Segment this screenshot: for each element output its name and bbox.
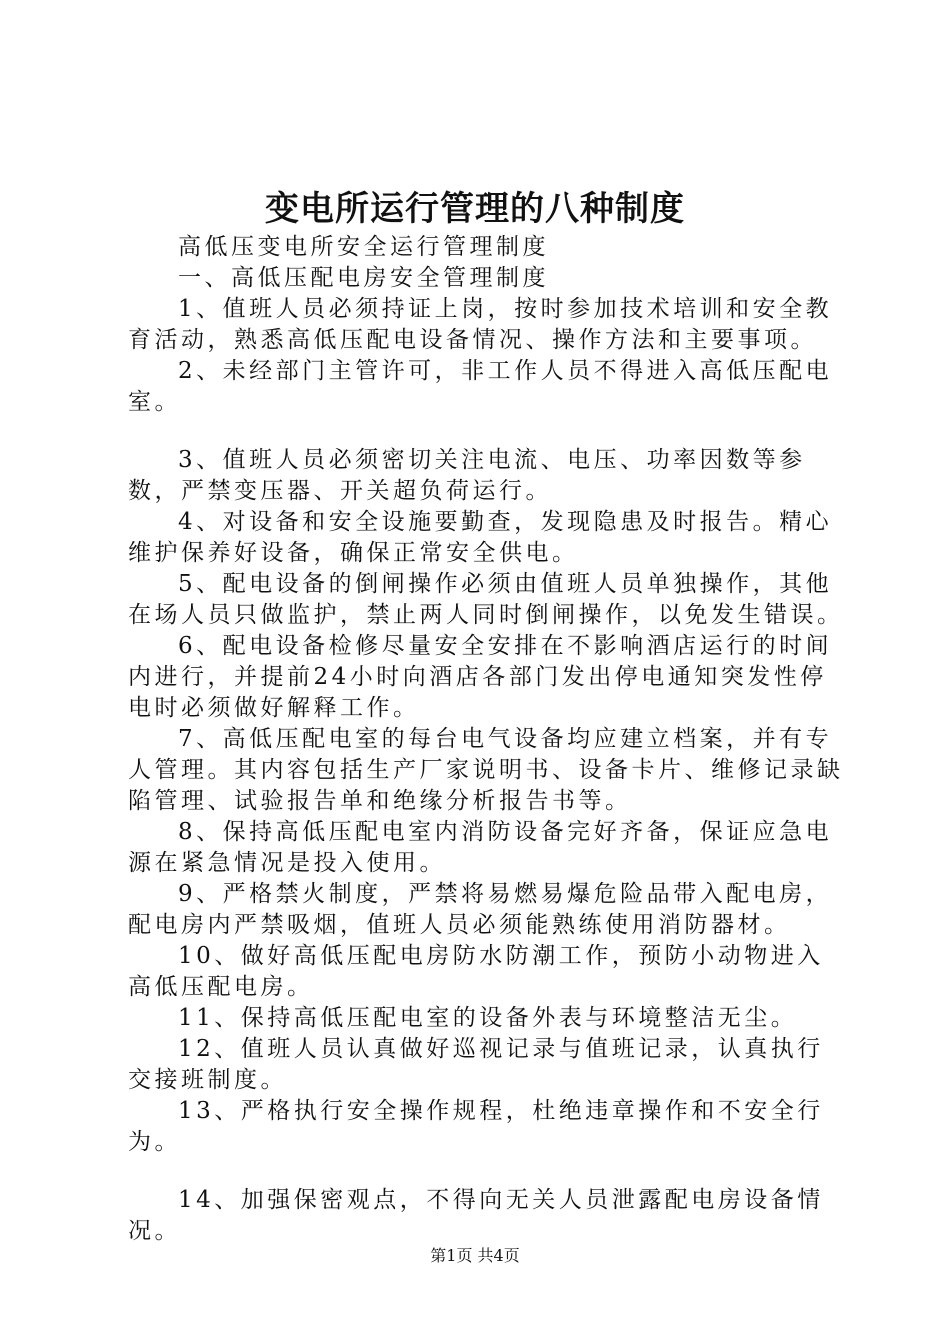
rule-item-14: 14、加强保密观点，不得向无关人员泄露配电房设备情况。 (128, 1187, 824, 1244)
paragraph-gap (128, 418, 848, 445)
rule-item-1: 1、值班人员必须持证上岗，按时参加技术培训和安全教育活动，熟悉高低压配电设备情况、操作方法和主要事项。 (128, 296, 833, 353)
rule-item-5: 5、配电设备的倒闸操作必须由值班人员单独操作，其他在场人员只做监护，禁止两人同时倒闸操作，以免发生错误。 (128, 571, 844, 628)
rule-item-3: 3、值班人员必须密切关注电流、电压、功率因数等参数，严禁变压器、开关超负荷运行。 (128, 447, 806, 504)
document-body (128, 232, 848, 1247)
rule-item-4: 4、对设备和安全设施要勤查，发现隐患及时报告。精心维护保养好设备，确保正常安全供电。 (128, 509, 833, 566)
paragraph-gap (128, 1158, 848, 1185)
page-number: 第1页 共4页 (430, 1246, 520, 1265)
rule-item-10: 10、做好高低压配电房防水防潮工作，预防小动物进入高低压配电房。 (128, 943, 824, 1000)
subtitle: 高低压变电所安全运行管理制度 (178, 234, 549, 260)
rule-item-11: 11、保持高低压配电室的设备外表与环境整洁无尘。 (178, 1005, 798, 1031)
rule-item-12: 12、值班人员认真做好巡视记录与值班记录，认真执行交接班制度。 (128, 1036, 824, 1093)
document-title: 变电所运行管理的八种制度 (265, 189, 685, 229)
section-heading: 一、高低压配电房安全管理制度 (178, 265, 549, 291)
rule-item-9: 9、严格禁火制度，严禁将易燃易爆危险品带入配电房，配电房内严禁吸烟，值班人员必须能熟练使用消防器材。 (128, 881, 833, 938)
rule-item-13: 13、严格执行安全操作规程，杜绝违章操作和不安全行为。 (128, 1098, 824, 1155)
rule-item-8: 8、保持高低压配电室内消防设备完好齐备，保证应急电源在紧急情况是投入使用。 (128, 819, 833, 876)
rule-item-7: 7、高低压配电室的每台电气设备均应建立档案，并有专人管理。其内容包括生产厂家说明书、设备卡片、维修记录缺陷管理、试验报告单和绝缘分析报告书等。 (128, 726, 844, 814)
rule-item-2: 2、未经部门主管许可，非工作人员不得进入高低压配电室。 (128, 358, 833, 415)
rule-item-6: 6、配电设备检修尽量安全安排在不影响酒店运行的时间内进行，并提前24小时向酒店各部门发出停电通知突发性停电时必须做好解释工作。 (128, 633, 833, 721)
